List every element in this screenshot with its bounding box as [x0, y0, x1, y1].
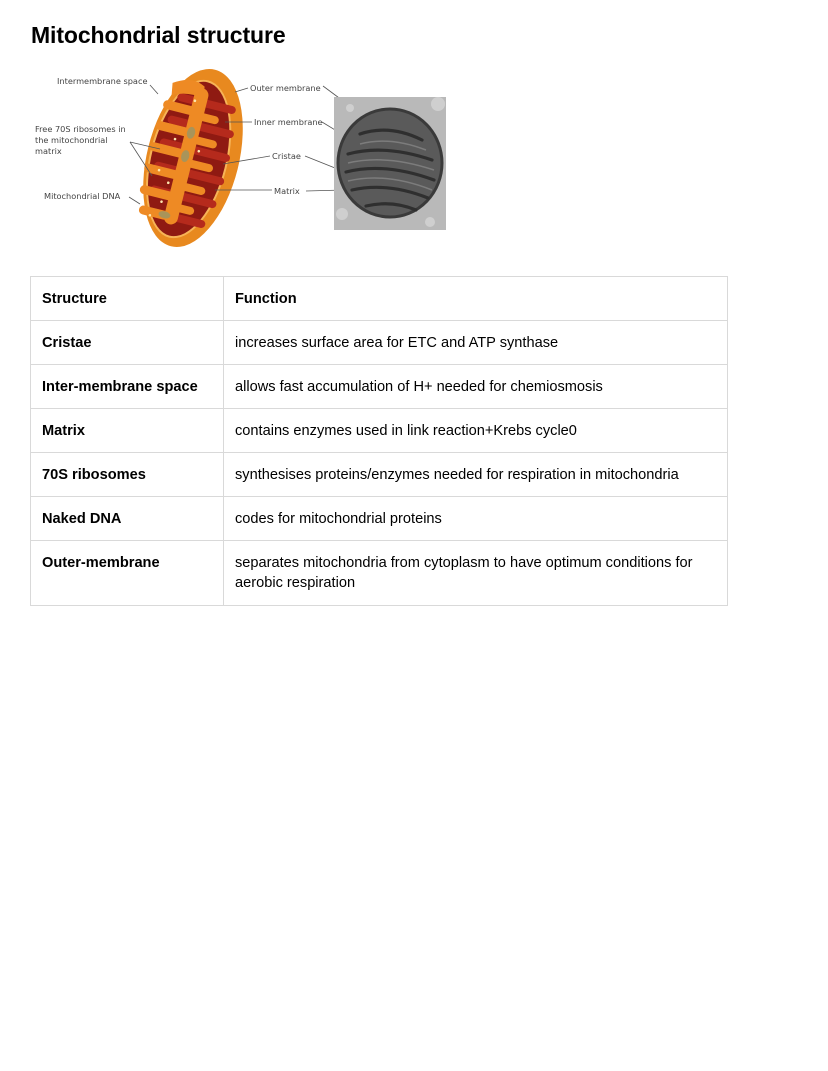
page-title: Mitochondrial structure [31, 22, 286, 48]
label-cristae: Cristae [272, 151, 301, 161]
table-row [31, 321, 728, 365]
structure-cell: Outer-membrane [31, 541, 224, 606]
function-cell: separates mitochondria from cytoplasm to have optimum conditions for aerobic respiration [224, 541, 728, 606]
structure-function-table [30, 276, 728, 606]
structure-cell: Inter-membrane space [31, 365, 224, 409]
table-row [31, 409, 728, 453]
structure-cell: Cristae [31, 321, 224, 365]
function-cell: allows fast accumulation of H+ needed for chemiosmosis [224, 365, 728, 409]
label-free-ribosomes-1: Free 70S ribosomes in [35, 124, 126, 134]
electron-micrograph [334, 97, 446, 230]
header-structure: Structure [31, 277, 224, 321]
table-row [31, 365, 728, 409]
table-row [31, 453, 728, 497]
label-intermembrane-space: Intermembrane space [57, 76, 148, 86]
structure-cell: 70S ribosomes [31, 453, 224, 497]
table-row [31, 541, 728, 606]
label-outer-membrane: Outer membrane [250, 83, 321, 93]
mitochondrion-figure [30, 64, 450, 254]
mitochondrion-diagram [35, 64, 358, 254]
function-cell: increases surface area for ETC and ATP synthase [224, 321, 728, 365]
structure-cell: Matrix [31, 409, 224, 453]
structure-cell: Naked DNA [31, 497, 224, 541]
label-free-ribosomes-2: the mitochondrial [35, 135, 108, 145]
table-row [31, 497, 728, 541]
function-cell: contains enzymes used in link reaction+Krebs cycle0 [224, 409, 728, 453]
label-mitochondrial-dna: Mitochondrial DNA [44, 191, 121, 201]
table-header-row [31, 277, 728, 321]
function-cell: synthesises proteins/enzymes needed for respiration in mitochondria [224, 453, 728, 497]
function-cell: codes for mitochondrial proteins [224, 497, 728, 541]
label-inner-membrane: Inner membrane [254, 117, 323, 127]
label-matrix: Matrix [274, 186, 300, 196]
header-function: Function [224, 277, 728, 321]
label-free-ribosomes-3: matrix [35, 146, 62, 156]
